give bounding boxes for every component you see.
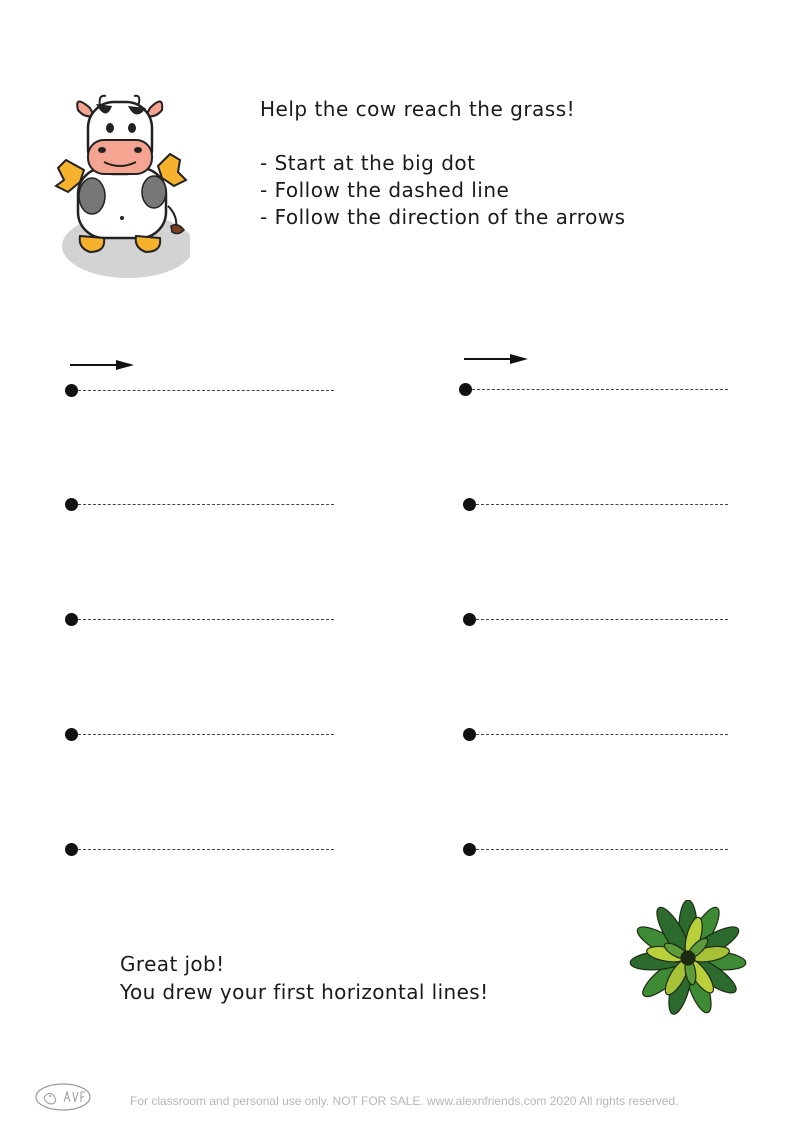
start-dot-icon [65, 384, 78, 397]
start-dot-icon [463, 728, 476, 741]
cow-illustration [50, 88, 190, 283]
dashed-line [476, 849, 728, 850]
instruction-step: - Start at the big dot [260, 151, 476, 175]
dashed-line [476, 734, 728, 735]
start-dot-icon [65, 498, 78, 511]
tracing-line[interactable] [463, 728, 729, 744]
tracing-line[interactable] [65, 728, 335, 744]
tracing-line[interactable] [463, 498, 729, 514]
dashed-line [78, 619, 334, 620]
instructions [260, 96, 626, 231]
tracing-line[interactable] [463, 613, 729, 629]
right-arrow-icon [70, 358, 134, 372]
dashed-line [476, 504, 728, 505]
instructions-title: Help the cow reach the grass! [260, 97, 576, 121]
start-dot-icon [65, 728, 78, 741]
start-dot-icon [65, 843, 78, 856]
dashed-line [78, 504, 334, 505]
tracing-line[interactable] [65, 384, 335, 400]
start-dot-icon [463, 613, 476, 626]
right-arrow-icon [464, 352, 528, 366]
tracing-line[interactable] [65, 613, 335, 629]
start-dot-icon [65, 613, 78, 626]
tracing-line[interactable] [65, 498, 335, 514]
dashed-line [78, 849, 334, 850]
start-dot-icon [463, 843, 476, 856]
congrats-line: Great job! [120, 952, 225, 976]
tracing-line[interactable] [463, 843, 729, 859]
footer-notice: For classroom and personal use only. NOT FOR SALE. www.alexnfriends.com 2020 All rights reserved. [130, 1094, 679, 1108]
dashed-line [78, 390, 334, 391]
grass-plant-illustration [628, 900, 750, 1018]
dashed-line [78, 734, 334, 735]
dashed-line [472, 389, 728, 390]
congrats-message [120, 950, 489, 1006]
instruction-step: - Follow the dashed line [260, 178, 510, 202]
tracing-line[interactable] [65, 843, 335, 859]
alexnfriends-logo [34, 1082, 92, 1112]
dashed-line [476, 619, 728, 620]
tracing-line[interactable] [459, 383, 729, 399]
start-dot-icon [459, 383, 472, 396]
congrats-line: You drew your first horizontal lines! [120, 980, 489, 1004]
start-dot-icon [463, 498, 476, 511]
instruction-step: - Follow the direction of the arrows [260, 205, 626, 229]
